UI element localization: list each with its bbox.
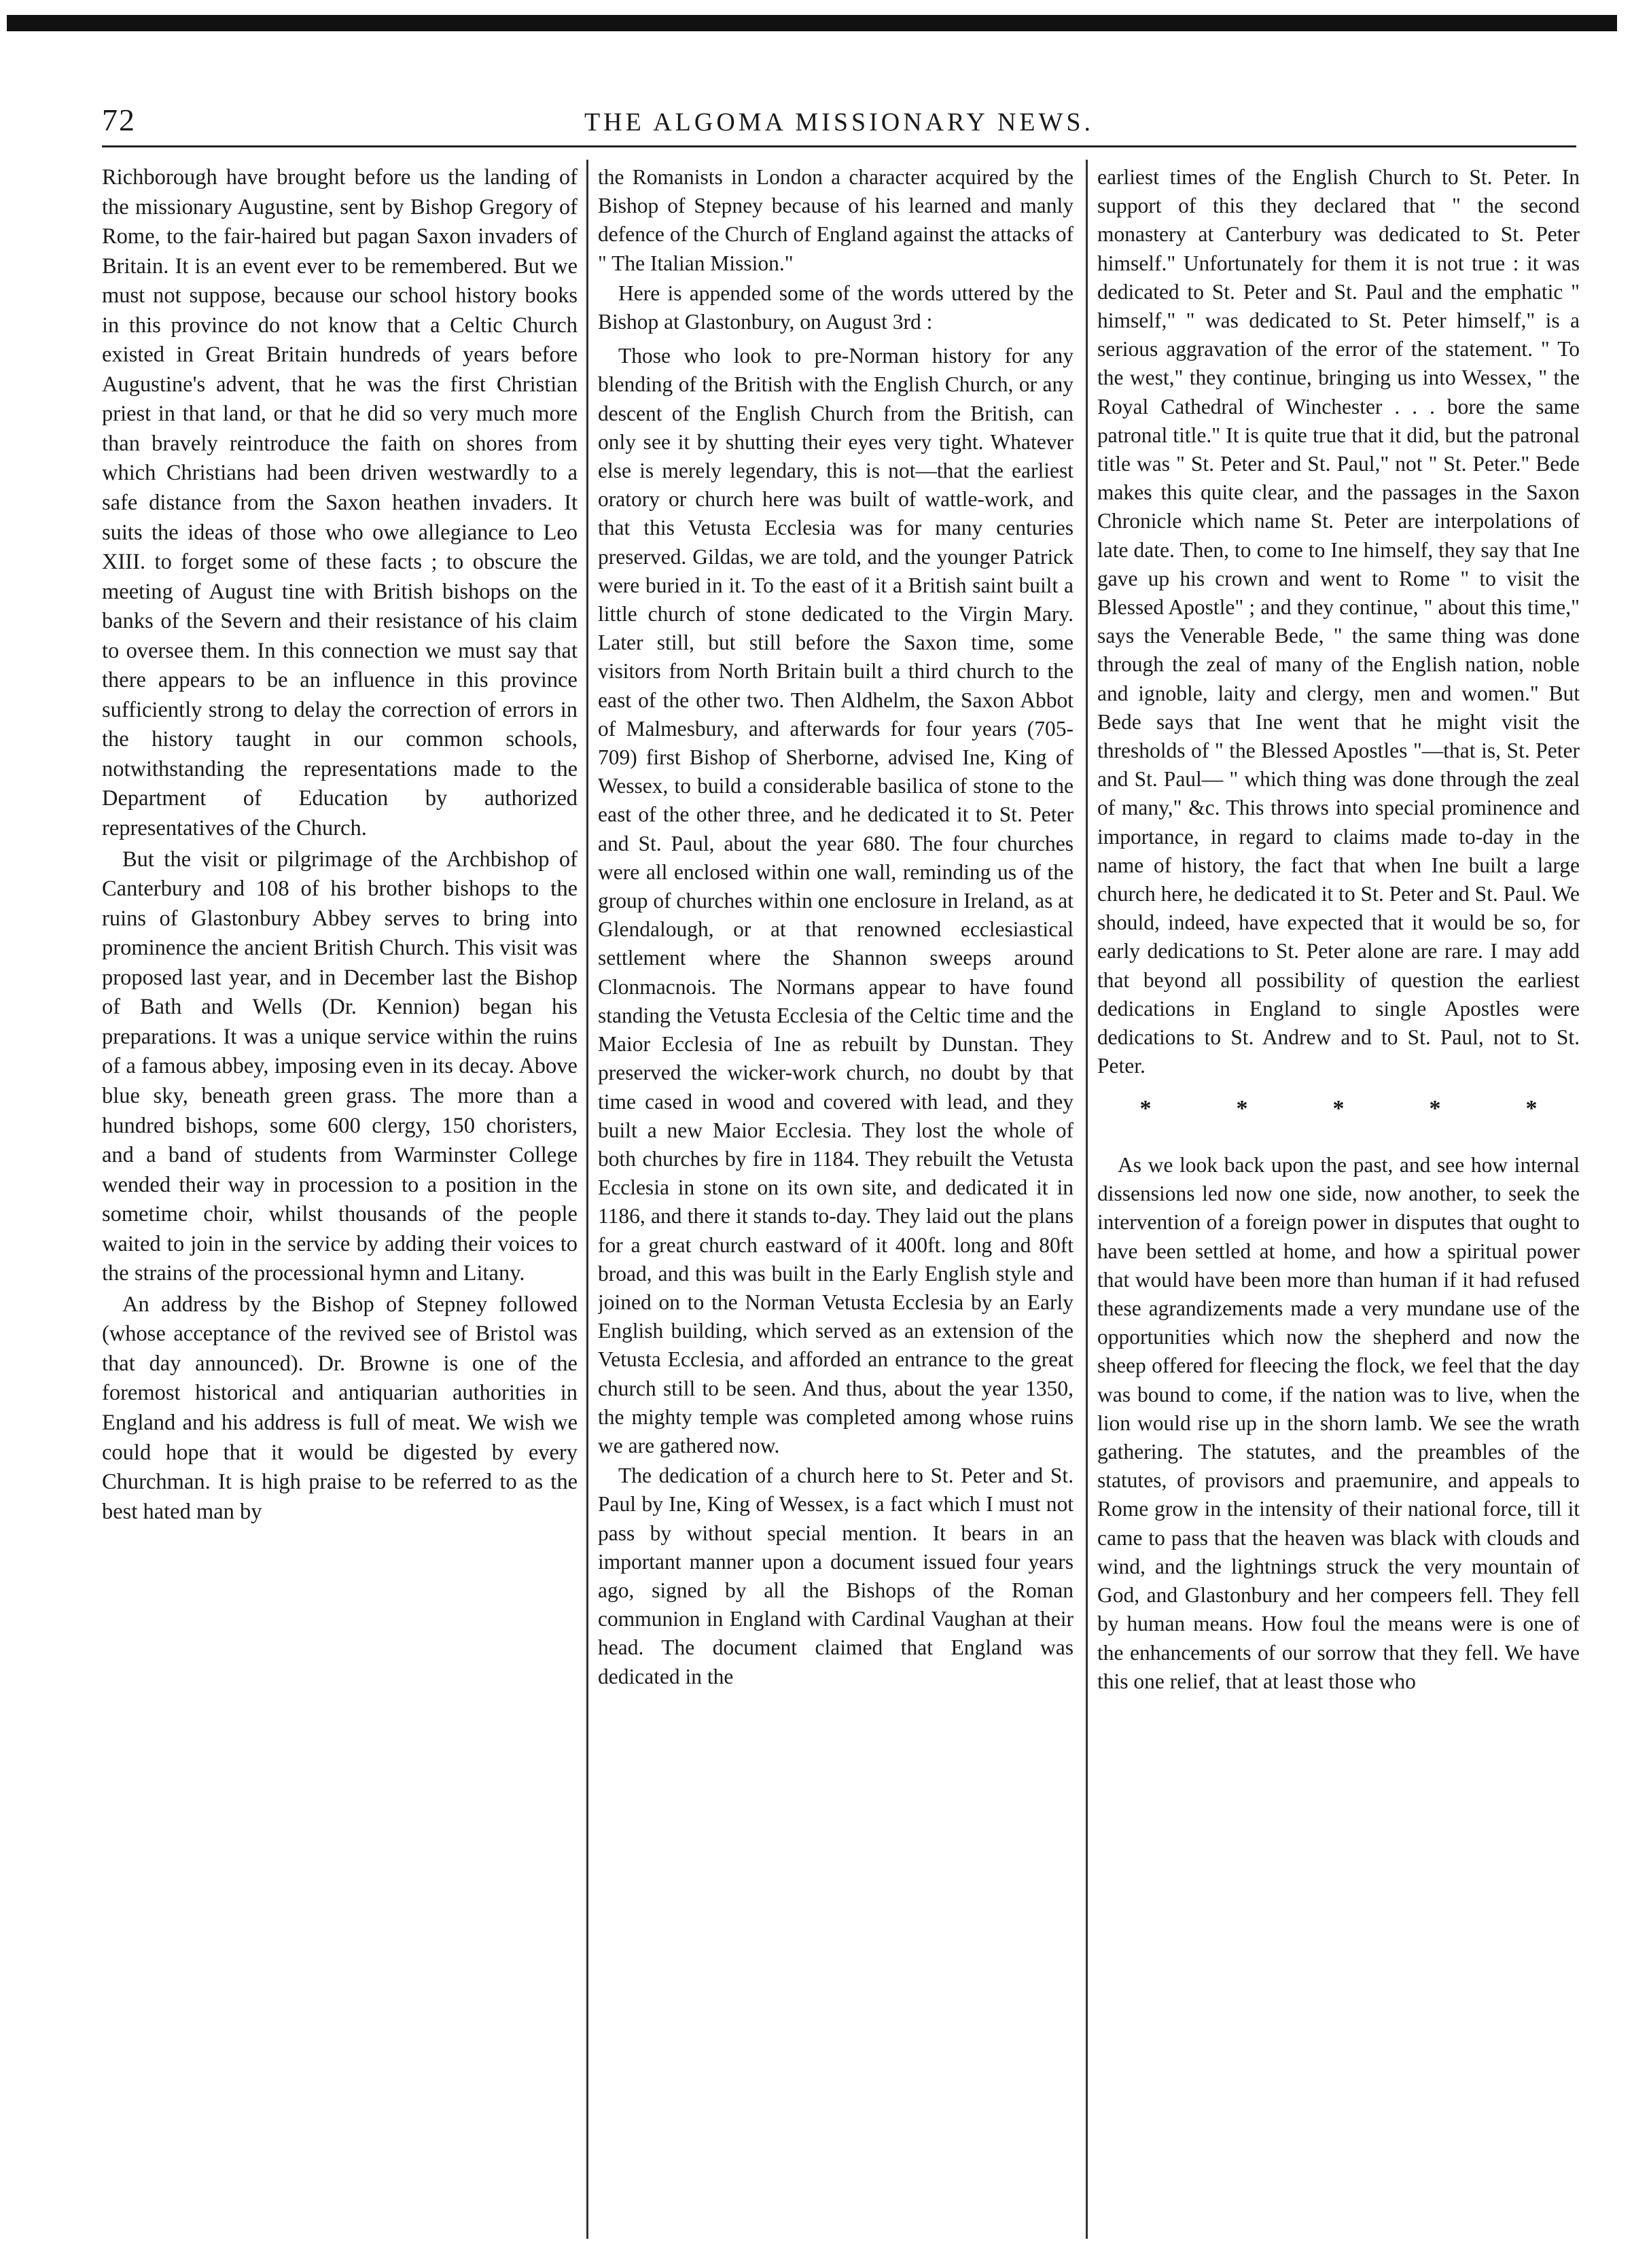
running-title: THE ALGOMA MISSIONARY NEWS. [584,108,1095,137]
paragraph: earliest times of the English Church to St. Peter. In support of this they declared that " the second monastery at Canterbury was dedicated to St. Peter himself." Unfortunately for them it is not true : it was dedicated to St. Peter and St. Paul and the emphatic " himself," " was dedicated to St. Peter himself," is a serious aggravation of the error of the statement. " To the west," they continue, bringing us into Wessex, " the Royal Cathedral of Winchester . . . bore the same patronal title." It is quite true that it did, but the patronal title was " St. Peter and St. Paul," not " St. Peter." Bede makes this quite clear, and the passages in the Saxon Chronicle which name St. Peter are interpolations of late date. Then, to come to Ine himself, they say that Ine gave up his crown and went to Rome " to visit the Blessed Apostle" ; and they continue, " about this time," says the Venerable Bede, " the same thing was done through the zeal of many of the English nation, noble and ignoble, laity and clergy, men and women." But Bede says that Ine went that he might visit the thresholds of " the Blessed Apostles "—that is, St. Peter and St. Paul— " which thing was done through the zeal of many," &c. This throws into special prominence and importance, in regard to claims made to-day in the name of history, the fact that when Ine built a large church here, he dedicated it to St. Peter and St. Paul. We should, indeed, have expected that it would be so, for early dedications to St. Peter alone are rare. I may add that beyond all possibility of question the earliest dedications in England to single Apostles were dedications to St. Andrew and to St. Paul, not to St. Peter. [1097,165,1580,1078]
page-number: 72 [102,103,136,137]
header-rule [102,145,1576,147]
paragraph: The dedication of a church here to St. Peter and St. Paul by Ine, King of Wessex, is a fact which I must not pass by without special mention. It bears in an important manner upon a document issued four years ago, signed by all the Bishops of the Roman communion in England with Cardinal Vaughan at their head. The document claimed that England was dedicated in the [598,1464,1074,1688]
column-2 [598,163,1074,2241]
paragraph: the Romanists in London a character acquired by the Bishop of Stepney because of his learned and manly defence of the Church of England against the attacks of " The Italian Mission." [598,165,1074,275]
column-divider [586,160,588,2239]
paragraph: Here is appended some of the words uttered by the Bishop at Glastonbury, on August 3rd : [598,281,1074,334]
asterism: * [1525,1095,1538,1121]
asterism: * [1429,1095,1441,1121]
column-1 [102,163,578,2241]
paragraph: An address by the Bishop of Stepney followed (whose acceptance of the revived see of Bristol was that day announced). Dr. Browne is one of the foremost historical and antiquarian authorities in England and his address is full of meat. We wish we could hope that it would be digested by every Churchman. It is high praise to be referred to as the best hated man by [102,1292,578,1524]
page-header [102,102,1576,149]
column-divider [1086,160,1088,2239]
asterism: * [1332,1095,1345,1121]
quoted-address: Those who look to pre-Norman history for any blending of the British with the English Church, or any descent of the English Church from the British, can only see it by shutting their eyes very tight. Whatever else is merely legendary, this is not—that the earliest oratory or church here was built of wattle-work, and that this Vetusta Ecclesia was for many centuries preserved. Gildas, we are told, and the younger Patrick were buried in it. To the east of it a British saint built a little church of stone dedicated to the Virgin Mary. Later still, but still before the Saxon time, some visitors from North Britain built a third church to the east of the other two. Then Aldhelm, the Saxon Abbot of Malmesbury, and afterwards for four years (705-709) first Bishop of Sherborne, advised Ine, King of Wessex, to build a considerable basilica of stone to the east of the other three, and he dedicated it to St. Peter and St. Paul, about the year 680. The four churches were all enclosed within one wall, reminding us of the group of churches within one enclosure in Ireland, as at Glendalough, or at that renowned ecclesiastical settlement where the Shannon sweeps around Clonmacnois. The Normans appear to have found standing the Vetusta Ecclesia of the Celtic time and the Maior Ecclesia of Ine as rebuilt by Dunstan. They preserved the wicker-work church, no doubt by that time cased in wood and covered with lead, and they built a new Maior Ecclesia. They lost the whole of both churches by fire in 1184. They rebuilt the Vetusta Ecclesia in stone on its own site, and dedicated it in 1186, and there it stands to-day. They laid out the plans for a great church eastward of it 400ft. long and 80ft broad, and this was built in the Early English style and joined on to the Norman Vetusta Ecclesia by an Early English building, which served as an extension of the Vetusta Ecclesia, and afforded an entrance to the great church still to be seen. And thus, about the year 1350, the mighty temple was completed among whose ruins we are gathered now. [598,344,1074,1457]
top-border-rule [7,15,1617,31]
column-3 [1097,163,1580,2241]
section-separator [1097,1093,1580,1124]
asterism: * [1236,1095,1248,1121]
paragraph: But the visit or pilgrimage of the Archbishop of Canterbury and 108 of his brother bishops to the ruins of Glastonbury Abbey serves to bring into prominence the ancient British Church. This visit was proposed last year, and in December last the Bishop of Bath and Wells (Dr. Kennion) began his preparations. It was a unique service within the ruins of a famous abbey, imposing even in its decay. Above blue sky, beneath green grass. The more than a hundred bishops, some 600 clergy, 150 choristers, and a band of students from Warminster College wended their way in procession to a position in the sometime choir, whilst thousands of the people waited to join in the service by adding their voices to the strains of the processional hymn and Litany. [102,847,578,1286]
paragraph: Richborough have brought before us the landing of the missionary Augustine, sent by Bishop Gregory of Rome, to the fair-haired but pagan Saxon invaders of Britain. It is an event ever to be remembered. But we must not suppose, because our school history books in this province do not know that a Celtic Church existed in Great Britain hundreds of years before Augustine's advent, that he was the first Christian priest in that land, or that he did so very much more than bravely reintroduce the faith on shores from which Christians had been driven westwardly to a safe distance from the Saxon heathen invaders. It suits the ideas of those who owe allegiance to Leo XIII. to forget some of these facts ; to obscure the meeting of August tine with British bishops on the banks of the Severn and their resistance of his claim to oversee them. In this connection we must say that there appears to be an influence in this province sufficiently strong to delay the correction of errors in the history taught in our common schools, notwithstanding the representations made to the Department of Education by authorized representatives of the Church. [102,165,578,841]
paragraph: As we look back upon the past, and see how internal dissensions led now one side, now another, to seek the intervention of a foreign power in disputes that ought to have been settled at home, and how a spiritual power that would have been more than human if it had refused these agrandizements made a very mundane use of the opportunities which now the shepherd and now the sheep offered for fleecing the flock, we feel that the day was bound to come, if the nation was to live, when the lion would rise up in the shorn lamb. We see the wrath gathering. The statutes, and the preambles of the statutes, of provisors and praemunire, and appeals to Rome grow in the intensity of their national force, till it came to pass that the heaven was black with clouds and wind, and the lightnings struck the very mountain of God, and Glastonbury and her compeers fell. They fell by human means. How foul the means were is one of the enhancements of our sorrow that they fell. We have this one relief, that at least those who [1097,1153,1580,1693]
asterism: * [1139,1095,1152,1121]
